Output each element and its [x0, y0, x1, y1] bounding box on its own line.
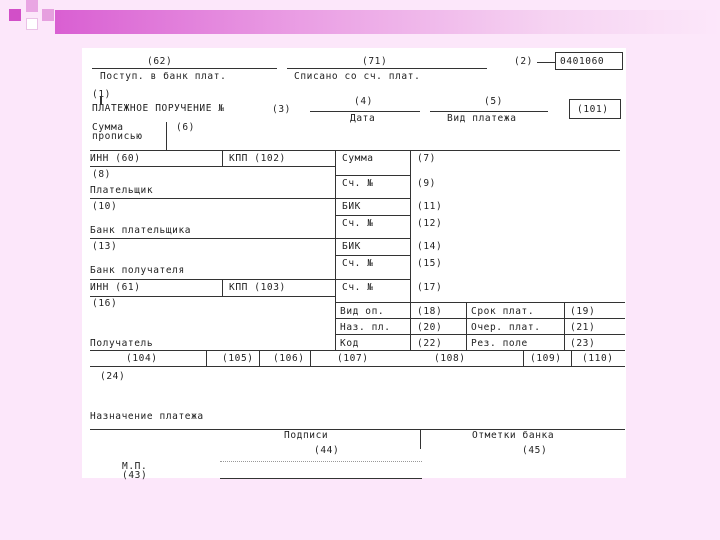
date-line	[310, 111, 420, 112]
field-110: (110)	[582, 353, 614, 364]
rez-label: Рез. поле	[471, 338, 528, 349]
vid-plat-label: Вид платежа	[447, 113, 517, 124]
field-11: (11)	[417, 201, 443, 212]
field-62: (62)	[147, 56, 173, 67]
line-231b	[335, 279, 410, 280]
vid-op-label: Вид оп.	[340, 306, 385, 317]
line-254	[335, 302, 625, 303]
kpp-103-label: КПП (103)	[229, 282, 286, 293]
summa-prop-divider	[166, 122, 167, 150]
field-9: (9)	[417, 178, 436, 189]
decor-square-2	[26, 0, 38, 12]
summa-prop-label-1: Сумма	[92, 122, 124, 133]
field-15: (15)	[417, 258, 443, 269]
decor-square-1	[9, 9, 21, 21]
field-19: (19)	[570, 306, 596, 317]
line-190	[90, 238, 410, 239]
vline-140	[222, 150, 223, 166]
line-150	[90, 198, 335, 199]
naz-pl-label: Наз. пл.	[340, 322, 391, 333]
summa-prop-label-2: прописью	[92, 131, 143, 142]
line-318	[90, 366, 625, 367]
vline-177	[259, 350, 260, 366]
signature-line-top	[220, 461, 422, 462]
vid-plat-line	[430, 111, 548, 112]
summa-label: Сумма	[342, 153, 374, 164]
ocher-label: Очер. плат.	[471, 322, 541, 333]
form-title: ПЛАТЕЖНОЕ ПОРУЧЕНИЕ №	[92, 103, 225, 114]
field-10: (10)	[92, 201, 118, 212]
postup-label: Поступ. в банк плат.	[100, 71, 227, 82]
line-102	[90, 150, 620, 151]
field-107: (107)	[337, 353, 369, 364]
field-12: (12)	[417, 218, 443, 229]
vline-338	[420, 429, 421, 449]
line-top-71	[287, 68, 487, 69]
poluchatel-label: Получатель	[90, 338, 154, 349]
kod-label: Код	[340, 338, 359, 349]
field-16: (16)	[92, 298, 118, 309]
field-5: (5)	[484, 96, 503, 107]
field-23: (23)	[570, 338, 596, 349]
payment-order-form	[82, 48, 626, 481]
field-4: (4)	[354, 96, 373, 107]
field-21: (21)	[570, 322, 596, 333]
line-286	[335, 334, 625, 335]
field-6: (6)	[176, 122, 195, 133]
field-105: (105)	[222, 353, 254, 364]
field-1: (1)	[92, 89, 111, 100]
inn-61-label: ИНН (61)	[90, 282, 141, 293]
field-17: (17)	[417, 282, 443, 293]
line-top-62	[92, 68, 277, 69]
kpp-102-label: КПП (102)	[229, 153, 286, 164]
spisano-label: Списано со сч. плат.	[294, 71, 421, 82]
field-8: (8)	[92, 169, 111, 180]
bik-label-2: БИК	[342, 241, 361, 252]
field-108: (108)	[434, 353, 466, 364]
line-118	[90, 166, 335, 167]
field-18: (18)	[417, 306, 443, 317]
field-20: (20)	[417, 322, 443, 333]
field-13: (13)	[92, 241, 118, 252]
vline-489	[571, 350, 572, 366]
vline-140b	[222, 279, 223, 296]
otmetki-label: Отметки банка	[472, 430, 555, 441]
naznach-label: Назначение платежа	[90, 411, 204, 422]
sch-n-label-2: Сч. №	[342, 218, 374, 229]
bank-plat-label: Банк плательщика	[90, 225, 192, 236]
field-45: (45)	[522, 445, 548, 456]
field-2: (2)	[514, 56, 533, 67]
line-248	[90, 296, 335, 297]
okud-code: 0401060	[560, 56, 605, 67]
bank-pol-label: Банк получателя	[90, 265, 185, 276]
field-44: (44)	[314, 445, 340, 456]
vline-124	[206, 350, 207, 366]
vline-482	[564, 302, 565, 350]
vline-441	[523, 350, 524, 366]
field-22: (22)	[417, 338, 443, 349]
sch-n-label-1: Сч. №	[342, 178, 374, 189]
sch-n-label-3: Сч. №	[342, 258, 374, 269]
platelshik-label: Плательщик	[90, 185, 154, 196]
mp-label: М.П.	[122, 461, 148, 472]
field-71: (71)	[362, 56, 388, 67]
line-127	[335, 175, 410, 176]
field-109: (109)	[530, 353, 562, 364]
bik-label-1: БИК	[342, 201, 361, 212]
field-106: (106)	[273, 353, 305, 364]
vline-328	[410, 150, 411, 350]
field-24: (24)	[100, 371, 126, 382]
inn-60-label: ИНН (60)	[90, 153, 141, 164]
srok-label: Срок плат.	[471, 306, 535, 317]
sch-n-label-4: Сч. №	[342, 282, 374, 293]
vline-228	[310, 350, 311, 366]
line-150b	[335, 198, 410, 199]
podpisi-label: Подписи	[284, 430, 329, 441]
decor-square-3	[26, 18, 38, 30]
date-label: Дата	[350, 113, 376, 124]
field-101: (101)	[577, 104, 609, 115]
header-gradient-bar	[55, 10, 720, 34]
line-167	[335, 215, 410, 216]
line-231	[90, 279, 335, 280]
field-43: (43)	[122, 470, 148, 481]
decor-square-4	[42, 9, 54, 21]
vline-384	[466, 302, 467, 350]
line-302	[90, 350, 625, 351]
field-104: (104)	[126, 353, 158, 364]
field-3: (3)	[272, 104, 291, 115]
field-7: (7)	[417, 153, 436, 164]
vline-253	[335, 150, 336, 350]
field-14: (14)	[417, 241, 443, 252]
line-207	[335, 255, 410, 256]
signature-line	[220, 478, 422, 479]
okud-leader-line	[537, 62, 555, 63]
line-270	[335, 318, 625, 319]
